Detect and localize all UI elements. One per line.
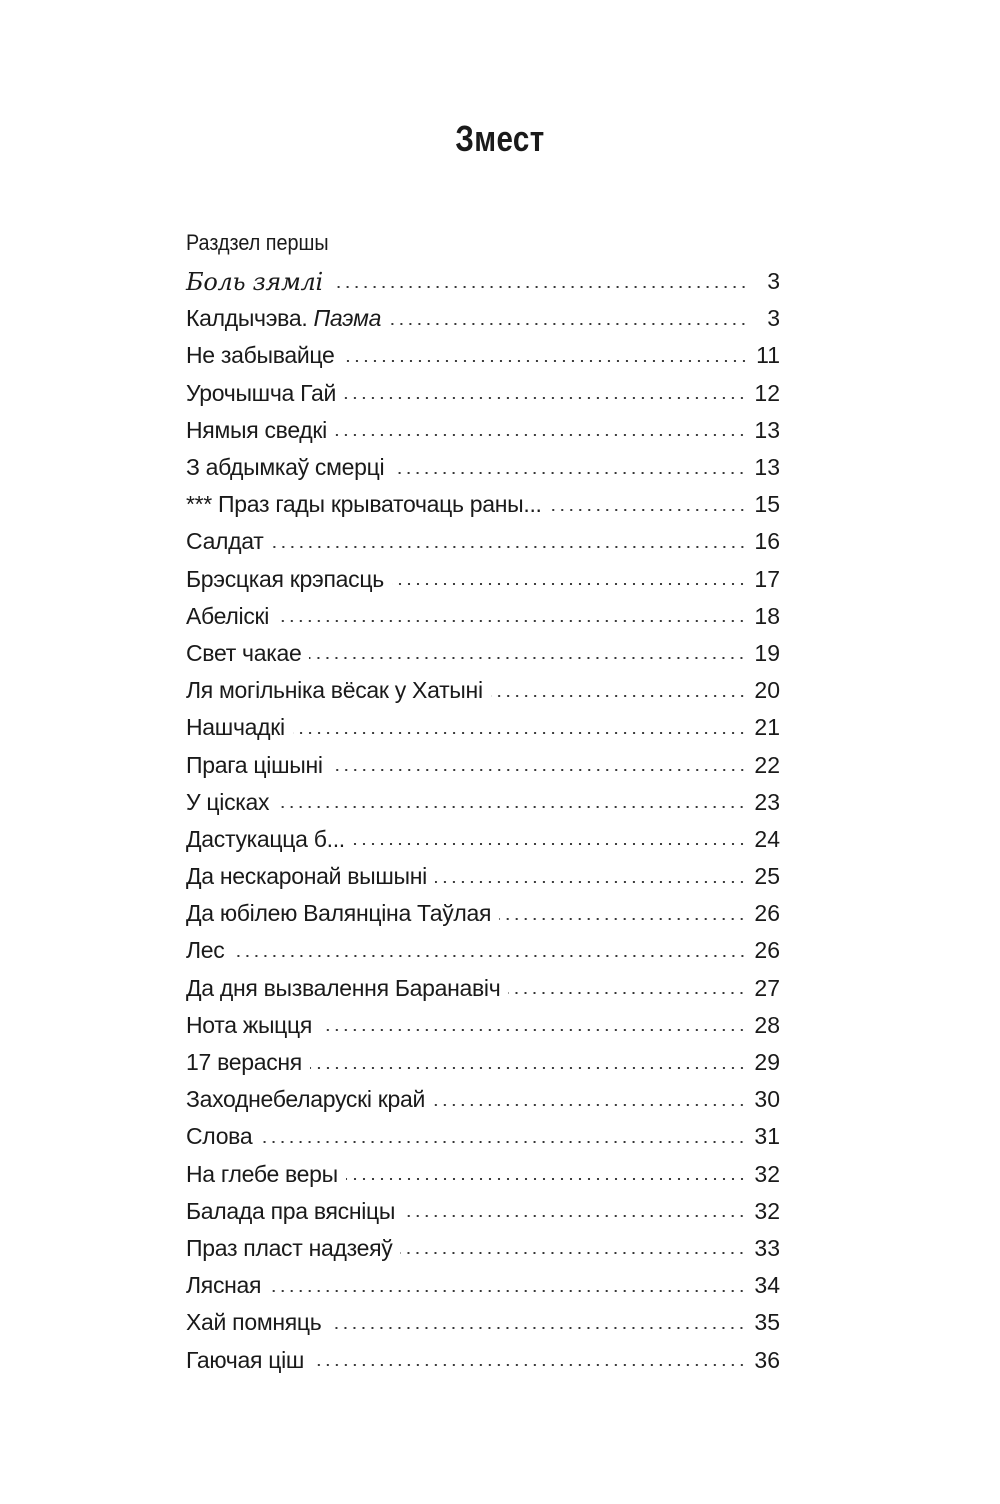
toc-entry-title-text: Балада пра вясніцы <box>186 1197 396 1224</box>
toc-entry[interactable] <box>186 412 780 449</box>
toc-entry-page-number: 32 <box>754 1160 780 1187</box>
toc-entry-title <box>186 1347 304 1374</box>
toc-entry-title-text: Слова <box>186 1123 253 1150</box>
toc-entry-page-number: 27 <box>754 974 780 1001</box>
dot-leader <box>346 1178 747 1180</box>
toc-entry-page-number: 36 <box>754 1346 780 1373</box>
dot-leader <box>403 1215 746 1217</box>
toc-entry[interactable] <box>186 1230 780 1267</box>
toc-entry-title <box>186 380 336 407</box>
dot-leader <box>343 360 748 362</box>
toc-entry-page-number: 22 <box>754 751 780 778</box>
toc-entry-title-text: У цісках <box>186 788 270 815</box>
dot-leader <box>508 992 746 994</box>
toc-entry[interactable] <box>186 895 780 932</box>
toc-entry-page-number: 26 <box>754 937 780 964</box>
toc-entry-title <box>186 1309 321 1336</box>
toc-entry-title <box>186 1086 425 1113</box>
toc-entry-page-number: 21 <box>754 714 780 741</box>
toc-entry-title <box>186 342 335 369</box>
toc-entry-title-text: Прага цішыні <box>186 751 323 778</box>
toc-entry[interactable] <box>186 821 780 858</box>
table-of-contents <box>186 263 780 1379</box>
toc-entry[interactable] <box>186 709 780 746</box>
toc-entry-title <box>186 1123 252 1150</box>
toc-entry-page-number: 26 <box>754 900 780 927</box>
toc-entry-title-text: Дастукацца б... <box>186 825 345 852</box>
toc-entry-page-number: 33 <box>754 1234 780 1261</box>
dot-leader <box>309 657 746 659</box>
toc-entry-page-number: 3 <box>767 305 780 332</box>
toc-entry-title-text: Нашчадкі <box>186 714 285 741</box>
toc-entry-title-text: Калдычэва. <box>186 305 308 332</box>
toc-entry[interactable] <box>186 1081 780 1118</box>
toc-entry-subtitle: Паэма <box>313 305 382 332</box>
dot-leader <box>392 583 747 585</box>
toc-entry-title <box>186 900 491 927</box>
toc-entry-title-text: З абдымкаў смерці <box>186 454 385 481</box>
toc-entry-title-text: Лес <box>186 937 225 964</box>
dot-leader <box>331 769 747 771</box>
toc-entry-title <box>186 752 323 779</box>
toc-entry-page-number: 34 <box>754 1272 780 1299</box>
toc-entry-title-text: *** Праз гады крываточаць раны... <box>186 491 542 518</box>
toc-entry-title <box>186 789 269 816</box>
toc-entry[interactable] <box>186 300 780 337</box>
toc-entry-title-text: Праз пласт надзеяў <box>186 1234 393 1261</box>
toc-entry[interactable] <box>186 263 780 300</box>
toc-entry-page-number: 11 <box>756 342 780 369</box>
toc-entry[interactable] <box>186 784 780 821</box>
toc-entry-page-number: 13 <box>754 416 780 443</box>
dot-leader <box>400 1252 746 1254</box>
dot-leader <box>392 472 746 474</box>
toc-entry-title-text: Да юбілею Валянціна Таўлая <box>186 900 492 927</box>
toc-entry[interactable] <box>186 486 780 523</box>
toc-entry-title <box>186 863 427 890</box>
dot-leader <box>550 509 747 511</box>
toc-entry-title <box>186 1235 392 1262</box>
toc-entry-title-text: Лясная <box>186 1272 262 1299</box>
toc-entry[interactable] <box>186 932 780 969</box>
toc-entry[interactable] <box>186 1156 780 1193</box>
toc-entry-title-text: Да дня вызвалення Баранавіч <box>186 974 501 1001</box>
toc-entry-title <box>186 677 483 704</box>
toc-entry[interactable] <box>186 598 780 635</box>
toc-entry[interactable] <box>186 1193 780 1230</box>
toc-entry-page-number: 19 <box>754 639 780 666</box>
dot-leader <box>329 1327 746 1329</box>
toc-entry-title <box>186 1012 312 1039</box>
toc-entry-title-text: На глебе веры <box>186 1160 338 1187</box>
toc-entry-page-number: 30 <box>754 1086 780 1113</box>
toc-entry-title <box>186 454 384 481</box>
toc-entry[interactable] <box>186 1007 780 1044</box>
dot-leader <box>344 397 746 399</box>
toc-entry-page-number: 29 <box>754 1049 780 1076</box>
toc-entry-page-number: 13 <box>754 454 780 481</box>
toc-entry[interactable] <box>186 1341 780 1378</box>
toc-entry[interactable] <box>186 375 780 412</box>
dot-leader <box>293 732 747 734</box>
toc-entry-page-number: 3 <box>767 268 780 295</box>
toc-entry-title <box>186 1161 338 1188</box>
dot-leader <box>435 881 746 883</box>
toc-entry-title-text: Салдат <box>186 528 264 555</box>
toc-entry-page-number: 32 <box>754 1197 780 1224</box>
dot-leader <box>331 286 748 288</box>
dot-leader <box>491 695 747 697</box>
dot-leader <box>320 1029 746 1031</box>
dot-leader <box>260 1141 746 1143</box>
toc-entry-page-number: 20 <box>754 677 780 704</box>
toc-entry-title <box>186 305 381 332</box>
dot-leader <box>499 918 746 920</box>
dot-leader <box>353 843 747 845</box>
toc-entry-title <box>186 1049 302 1076</box>
toc-entry-page-number: 35 <box>754 1309 780 1336</box>
toc-entry-page-number: 24 <box>754 825 780 852</box>
toc-entry[interactable] <box>186 1118 780 1155</box>
page-title: Змест <box>455 118 545 159</box>
toc-entry-page-number: 28 <box>754 1011 780 1038</box>
toc-entry-title <box>186 603 269 630</box>
toc-entry-page-number: 25 <box>754 863 780 890</box>
dot-leader <box>277 620 746 622</box>
toc-entry-page-number: 31 <box>754 1123 780 1150</box>
toc-entry-title-text: Да нескаронай вышыні <box>186 863 427 890</box>
toc-entry-title <box>186 417 327 444</box>
toc-entry-title <box>186 491 542 518</box>
toc-entry-title-text: Свет чакае <box>186 639 302 666</box>
toc-entry-page-number: 17 <box>754 565 780 592</box>
dot-leader <box>269 1290 746 1292</box>
toc-entry[interactable] <box>186 1267 780 1304</box>
toc-entry[interactable] <box>186 561 780 598</box>
toc-entry-title-text: Не забывайце <box>186 342 335 369</box>
toc-entry-title <box>186 975 500 1002</box>
dot-leader <box>335 434 746 436</box>
toc-entry-title-text: Абеліскі <box>186 602 270 629</box>
toc-entry-title <box>186 826 345 853</box>
toc-entry[interactable] <box>186 523 780 560</box>
toc-entry-page-number: 23 <box>754 788 780 815</box>
toc-entry-title-text: Нота жыцця <box>186 1011 313 1038</box>
toc-entry[interactable] <box>186 337 780 374</box>
toc-entry-title-text: Брэсцкая крэпасць <box>186 565 384 592</box>
toc-entry-page-number: 18 <box>754 602 780 629</box>
toc-entry[interactable] <box>186 635 780 672</box>
toc-entry-title-text: Урочышча Гай <box>186 379 336 406</box>
toc-entry-title-text: Гаючая ціш <box>186 1346 305 1373</box>
toc-entry[interactable] <box>186 672 780 709</box>
toc-entry[interactable] <box>186 449 780 486</box>
dot-leader <box>312 1364 746 1366</box>
toc-entry-title <box>186 528 264 555</box>
toc-entry-page-number: 15 <box>754 491 780 518</box>
dot-leader <box>433 1104 746 1106</box>
toc-entry-title-text: Хай помняць <box>186 1309 322 1336</box>
toc-entry-title <box>186 1198 395 1225</box>
dot-leader <box>310 1067 746 1069</box>
toc-entry-title <box>186 714 285 741</box>
dot-leader <box>389 323 748 325</box>
toc-entry[interactable] <box>186 858 780 895</box>
toc-entry[interactable] <box>186 1304 780 1341</box>
toc-entry-title <box>186 1272 261 1299</box>
toc-entry-title-text: 17 верасня <box>186 1049 302 1076</box>
toc-entry-title-text: Заходнебеларускі край <box>186 1086 426 1113</box>
toc-entry-title-text: Ля могільніка вёсак у Хатыні <box>186 677 483 704</box>
toc-entry[interactable] <box>186 970 780 1007</box>
toc-entry-page-number: 12 <box>754 379 780 406</box>
dot-leader <box>272 546 747 548</box>
toc-entry-page-number: 16 <box>754 528 780 555</box>
toc-entry-title-text: Боль зямлі <box>186 267 323 296</box>
toc-entry[interactable] <box>186 746 780 783</box>
toc-entry[interactable] <box>186 1044 780 1081</box>
section-label: Раздзел першы <box>186 230 329 255</box>
dot-leader <box>277 806 746 808</box>
toc-entry-title <box>186 640 301 667</box>
toc-entry-title <box>186 566 384 593</box>
toc-entry-title <box>186 268 323 296</box>
toc-entry-title <box>186 937 225 964</box>
toc-entry-title-text: Нямыя сведкі <box>186 416 327 443</box>
dot-leader <box>233 955 747 957</box>
